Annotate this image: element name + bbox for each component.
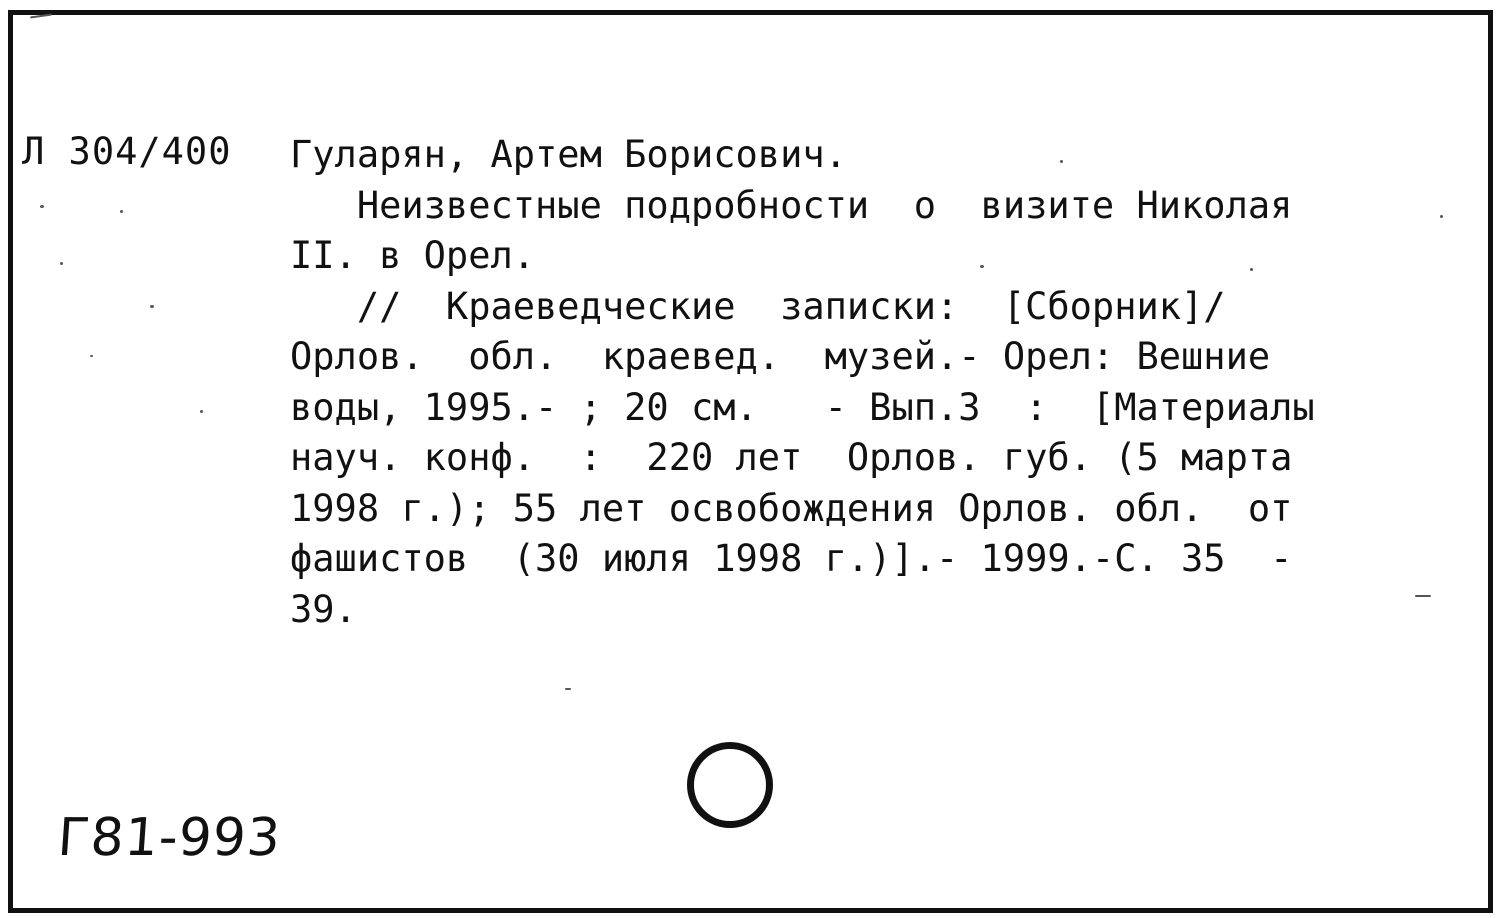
scan-speck	[565, 688, 571, 690]
entry-line: 39.	[290, 587, 357, 631]
scan-speck	[1060, 160, 1063, 163]
scan-speck	[1440, 215, 1443, 218]
scan-speck	[40, 205, 44, 208]
entry-line: Орлов. обл. краевед. музей.- Орел: Вешние	[290, 335, 1271, 378]
scan-speck	[90, 355, 93, 357]
scan-speck	[150, 305, 154, 308]
entry-line: // Краеведческие записки: [Сборник]/	[290, 284, 1226, 328]
shelfmark: Л 304/400	[22, 130, 232, 173]
entry-line: Неизвестные подробности о визите Николая	[290, 183, 1293, 227]
bibliographic-entry	[290, 130, 1410, 635]
scan-speck	[1250, 268, 1253, 271]
entry-line: воды, 1995.- ; 20 см. - Вып.3 : [Материалы	[290, 385, 1315, 429]
entry-line: 1998 г.); 55 лет освобождения Орлов. обл. от	[290, 486, 1293, 530]
entry-line: науч. конф. : 220 лет Орлов. губ. (5 марта	[290, 436, 1293, 479]
scan-speck	[1415, 595, 1431, 597]
entry-line: Гуларян, Артем Борисович.	[290, 133, 847, 176]
handwritten-number: Г81-993	[55, 808, 284, 868]
scan-speck	[980, 265, 984, 268]
entry-line: фашистов (30 июля 1998 г.)].- 1999.-С. 35 -	[290, 537, 1293, 580]
scan-speck	[120, 210, 123, 213]
scan-speck	[200, 410, 203, 413]
card-hole	[687, 742, 773, 828]
scan-speck	[60, 262, 63, 265]
entry-line: II. в Орел.	[290, 234, 536, 277]
